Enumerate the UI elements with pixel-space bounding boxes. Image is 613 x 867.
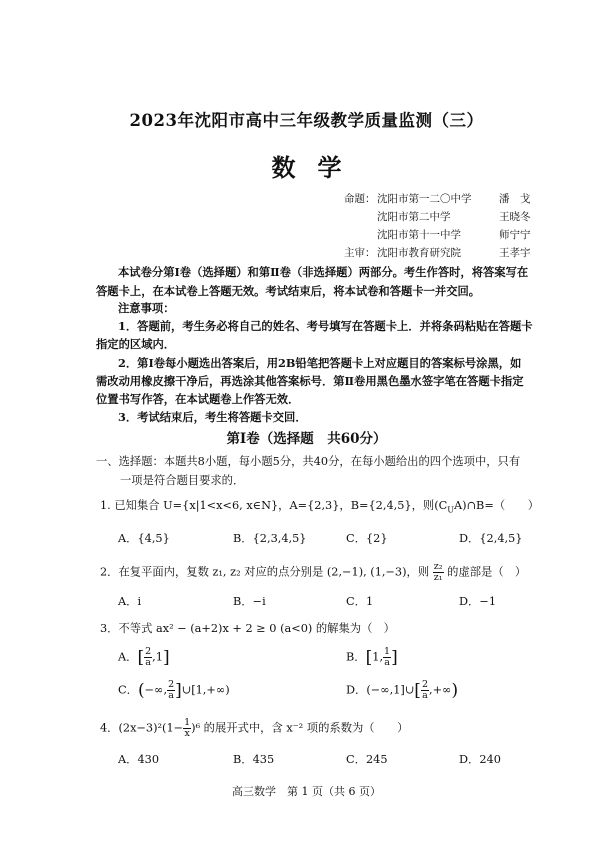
- q3-option-b: B．[1, $\frac{1}{a}$ ]: [346, 646, 398, 668]
- q1-option-c: C．{2}: [346, 532, 388, 545]
- presider-label: 主审：: [344, 247, 376, 259]
- fraction-denominator: a: [145, 657, 151, 668]
- q2-stem-text: 2．在复平面内，复数 z₁, z₂ 对应的点分别是 (2,−1), (1,−3)，则: [100, 565, 430, 579]
- q1-stem-text: 1. 已知集合 U={x|1<x<6, x∈N}，A={2,3}，B={2,4,5}，则(C: [100, 499, 448, 512]
- question-3-stem: 3．不等式 ax² − (a+2)x + 2 ≥ 0 (a<0) 的解集为（ ）: [100, 622, 395, 635]
- credit-name: 师宁宁: [499, 229, 531, 241]
- notice-item: 2．第Ⅰ卷每小题选出答案后，用2B铅笔把答题卡上对应题目的答案标号涂黑，如: [118, 356, 522, 370]
- q4-option-d: D．240: [459, 753, 501, 766]
- notice-title: 注意事项：: [118, 301, 175, 315]
- q4-option-c: C．245: [346, 753, 388, 766]
- compiler-label: 命题：: [344, 193, 376, 205]
- page-footer: 高三数学 第 1 页（共 6 页）: [232, 785, 381, 798]
- credit-org: 沈阳市教育研究院: [377, 247, 461, 259]
- fraction-denominator: x: [184, 728, 190, 739]
- credit-name: 王孝宇: [499, 247, 531, 259]
- credit-org: 沈阳市第十一中学: [377, 229, 461, 241]
- question-4-stem: [100, 718, 408, 739]
- fraction-numerator: 1: [384, 646, 391, 657]
- q1-stem-tail: A)∩B=（ ）: [454, 499, 540, 512]
- intro-line: 答题卡上，在本试卷上答题无效。考试结束后，将本试卷和答题卡一并交回。: [96, 284, 481, 298]
- q2-option-c: C．1: [346, 595, 374, 608]
- section-instruction: 一、选择题：本题共8小题，每小题5分，共40分，在每小题给出的四个选项中，只有: [96, 455, 521, 468]
- notice-item: 1．答题前，考生务必将自己的姓名、考号填写在答题卡上．并将条码粘贴在答题卡: [118, 319, 533, 333]
- fraction-denominator: z₁: [433, 572, 443, 583]
- q2-fraction: [433, 562, 444, 583]
- fraction-denominator: a: [384, 657, 390, 668]
- notice-item: 3．考试结束后，考生将答题卡交回．: [118, 410, 307, 424]
- option-label: C．: [118, 683, 138, 697]
- q1-subscript: U: [447, 505, 455, 515]
- q4-option-b: B．435: [233, 753, 275, 766]
- fraction-numerator: 1: [184, 717, 191, 728]
- question-2-stem: [100, 562, 526, 583]
- fraction-numerator: 2: [168, 679, 175, 690]
- bound-value: 1: [372, 650, 380, 664]
- q2-option-a: A．i: [118, 595, 142, 608]
- q1-option-b: B．{2,3,4,5}: [233, 532, 307, 545]
- q1-option-a: A．{4,5}: [118, 532, 170, 545]
- option-label: B．: [346, 650, 366, 664]
- option-label: A．: [118, 650, 138, 664]
- q4-option-a: A．430: [118, 753, 160, 766]
- notice-item: 需改动用橡皮擦干净后，再选涂其他答案标号．第Ⅱ卷用黑色墨水签字笔在答题卡指定: [96, 374, 524, 388]
- q3-option-c: C．(−∞, $\frac{2}{a}$ ]∪[1,+∞): [118, 679, 230, 701]
- subject-title: 数学: [271, 153, 364, 182]
- q4-stem-text: 4．(2x−3)²(1−: [100, 721, 184, 735]
- fraction-denominator: a: [422, 690, 428, 701]
- credit-name: 潘 戈: [499, 193, 531, 205]
- fraction-denominator: a: [168, 690, 174, 701]
- section-title: 第Ⅰ卷（选择题 共60分）: [226, 431, 387, 447]
- q1-option-d: D．{2,4,5}: [459, 532, 523, 545]
- fraction-numerator: z₂: [433, 561, 443, 572]
- q3-option-a: A．[ $\frac{2}{a}$ ,1]: [118, 646, 170, 668]
- fraction-numerator: 2: [421, 679, 428, 690]
- q2-option-b: B．−i: [233, 595, 266, 608]
- q2-stem-tail: 的虚部是（ ）: [447, 565, 527, 579]
- credit-name: 王晓冬: [499, 211, 531, 223]
- credit-org: 沈阳市第二中学: [377, 211, 451, 223]
- bound-value: 1: [155, 650, 163, 664]
- question-1-stem: [100, 497, 539, 514]
- intro-line: 本试卷分第Ⅰ卷（选择题）和第Ⅱ卷（非选择题）两部分。考生作答时，将答案写在: [118, 265, 529, 279]
- option-label: D．: [346, 683, 367, 697]
- exam-title: 2023年沈阳市高中三年级教学质量监测（三）: [129, 111, 484, 130]
- q2-option-d: D．−1: [459, 595, 497, 608]
- fraction-numerator: 2: [145, 646, 152, 657]
- q4-stem-tail: )⁶ 的展开式中，含 x⁻² 项的系数为（ ）: [191, 721, 409, 735]
- notice-item: 位置书写作答，在本试题卷上作答无效．: [96, 392, 300, 406]
- credit-org: 沈阳市第一二〇中学: [377, 193, 472, 205]
- q3-option-d: D．(−∞,1]∪[ $\frac{2}{a}$ ,+∞): [346, 679, 459, 701]
- notice-item: 指定的区域内．: [96, 337, 176, 351]
- section-instruction: 一项是符合题目要求的．: [120, 474, 245, 487]
